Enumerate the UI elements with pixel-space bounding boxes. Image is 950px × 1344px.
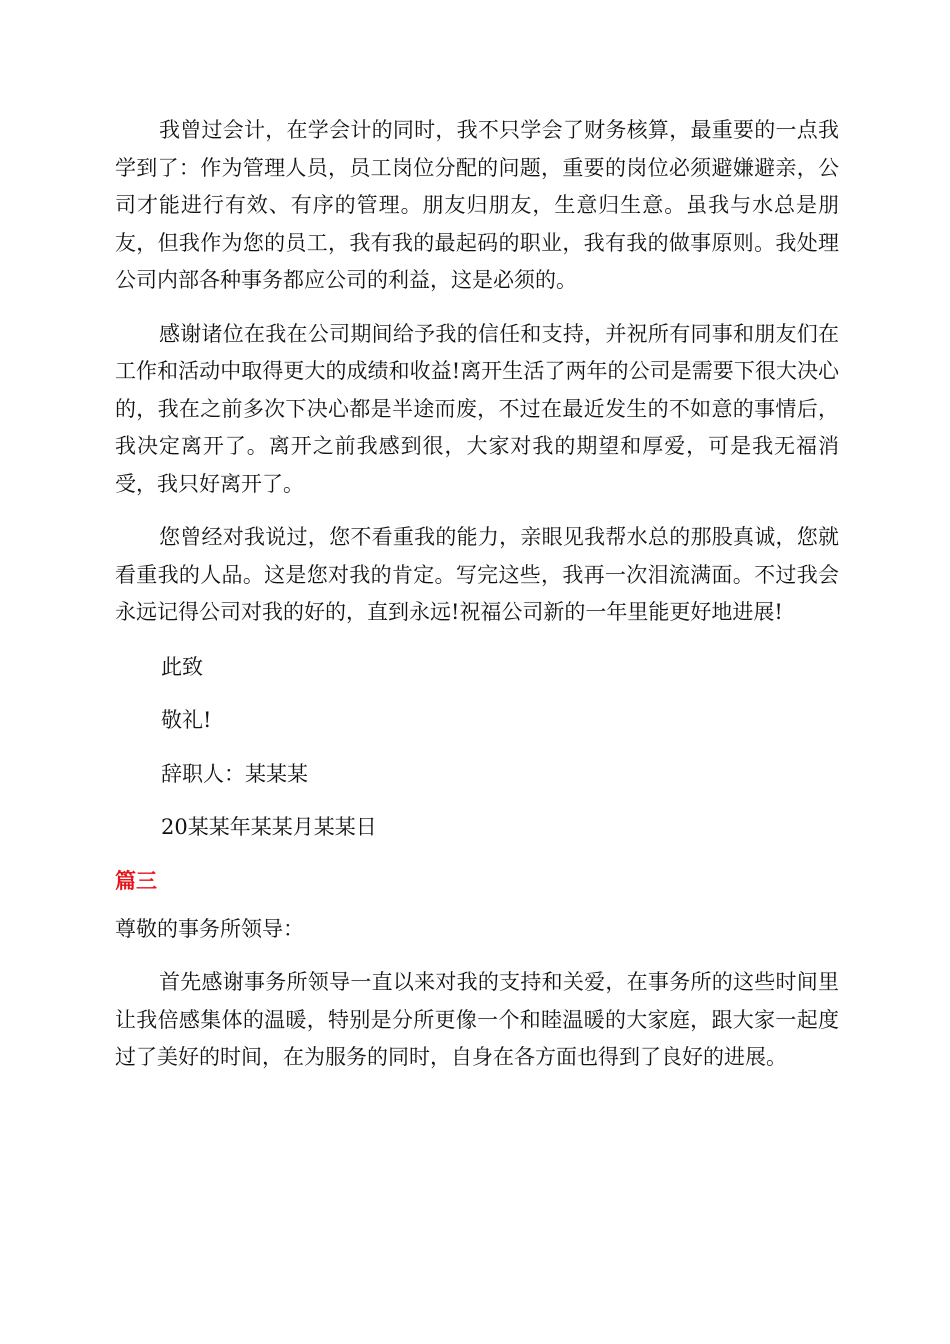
body-paragraph: 您曾经对我说过，您不看重我的能力，亲眼见我帮水总的那股真诚，您就看重我的人品。这是您对我的肯定。写完这些，我再一次泪流满面。不过我会永远记得公司对我的好的，直到永远!祝福公司新的一年里能更好地进展!	[115, 525, 839, 624]
date-line: 20某某年某某月某某日	[161, 815, 377, 839]
document-page	[115, 112, 839, 1077]
salutation: 尊敬的事务所领导：	[115, 916, 304, 941]
body-paragraph: 感谢诸位在我在公司期间给予我的信任和支持，并祝所有同事和朋友们在工作和活动中取得更大的成绩和收益!离开生活了两年的公司是需要下很大决心的，我在之前多次下决心都是半途而废，不过在最近发生的不如意的事情后，我决定离开了。离开之前我感到很，大家对我的期望和厚爱，可是我无福消受，我只好离开了。	[115, 321, 839, 496]
signer-line: 辞职人：某某某	[161, 761, 308, 786]
body-paragraph: 我曾过会计，在学会计的同时，我不只学会了财务核算，最重要的一点我学到了：作为管理人员，员工岗位分配的问题，重要的岗位必须避嫌避亲，公司才能进行有效、有序的管理。朋友归朋友，生意归生意。虽我与水总是朋友，但我作为您的员工，我有我的最起码的职业，我有我的做事原则。我处理公司内部各种事务都应公司的利益，这是必须的。	[115, 118, 839, 292]
closing-line-cizhi: 此致	[161, 654, 203, 679]
body-paragraph: 首先感谢事务所领导一直以来对我的支持和关爱，在事务所的这些时间里让我倍感集体的温暖，特别是分所更像一个和睦温暖的大家庭，跟大家一起度过了美好的时间，在为服务的同时，自身在各方面也得到了良好的进展。	[115, 970, 839, 1069]
section-heading: 篇三	[115, 868, 157, 893]
closing-line-jingli: 敬礼!	[161, 708, 212, 732]
